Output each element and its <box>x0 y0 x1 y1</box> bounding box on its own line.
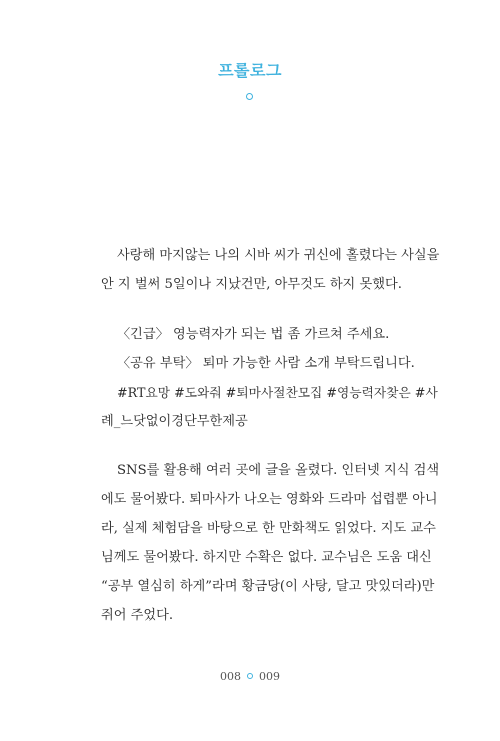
text-line: 쥐어 주었다. <box>101 608 174 623</box>
text-line: 〈공유 부탁〉 퇴마 가능한 사람 소개 부탁드립니다. <box>117 356 415 371</box>
text-line: 〈긴급〉 영능력자가 되는 법 좀 가르쳐 주세요. <box>117 327 390 342</box>
text-line: 안 지 벌써 5일이나 지났건만, 아무것도 하지 못했다. <box>101 277 402 292</box>
paragraph-2 <box>101 320 439 436</box>
text-line: “공부 열심히 하게”라며 황금당(이 사탕, 달고 맛있더라)만 <box>101 579 435 594</box>
paragraph-1 <box>101 241 439 299</box>
page-numbers <box>0 670 500 683</box>
text-line: 님께도 물어봤다. 하지만 수확은 없다. 교수님은 도움 대신 <box>101 550 432 565</box>
page-separator-dot <box>247 673 253 679</box>
paragraph-3 <box>101 456 439 630</box>
chapter-title: 프롤로그 <box>218 61 282 80</box>
text-line: 라, 실제 체험담을 바탕으로 한 만화책도 읽었다. 지도 교수 <box>101 521 436 536</box>
text-line: 에도 물어봤다. 퇴마사가 나오는 영화와 드라마 섭렵뿐 아니 <box>101 492 438 507</box>
text-line: 사랑해 마지않는 나의 시바 씨가 귀신에 홀렸다는 사실을 <box>117 248 440 263</box>
right-page-number: 009 <box>259 670 280 683</box>
text-line: SNS를 활용해 여러 곳에 글을 올렸다. 인터넷 지식 검색 <box>117 463 440 478</box>
title-circle-ornament <box>246 93 253 100</box>
hashtag-line: #RT요망 #도와줘 #퇴마사절찬모집 #영능력자찾은 #사 <box>117 385 438 400</box>
left-page-number: 008 <box>220 670 241 683</box>
hashtag-line: 례_느닷없이경단무한제공 <box>101 414 248 429</box>
